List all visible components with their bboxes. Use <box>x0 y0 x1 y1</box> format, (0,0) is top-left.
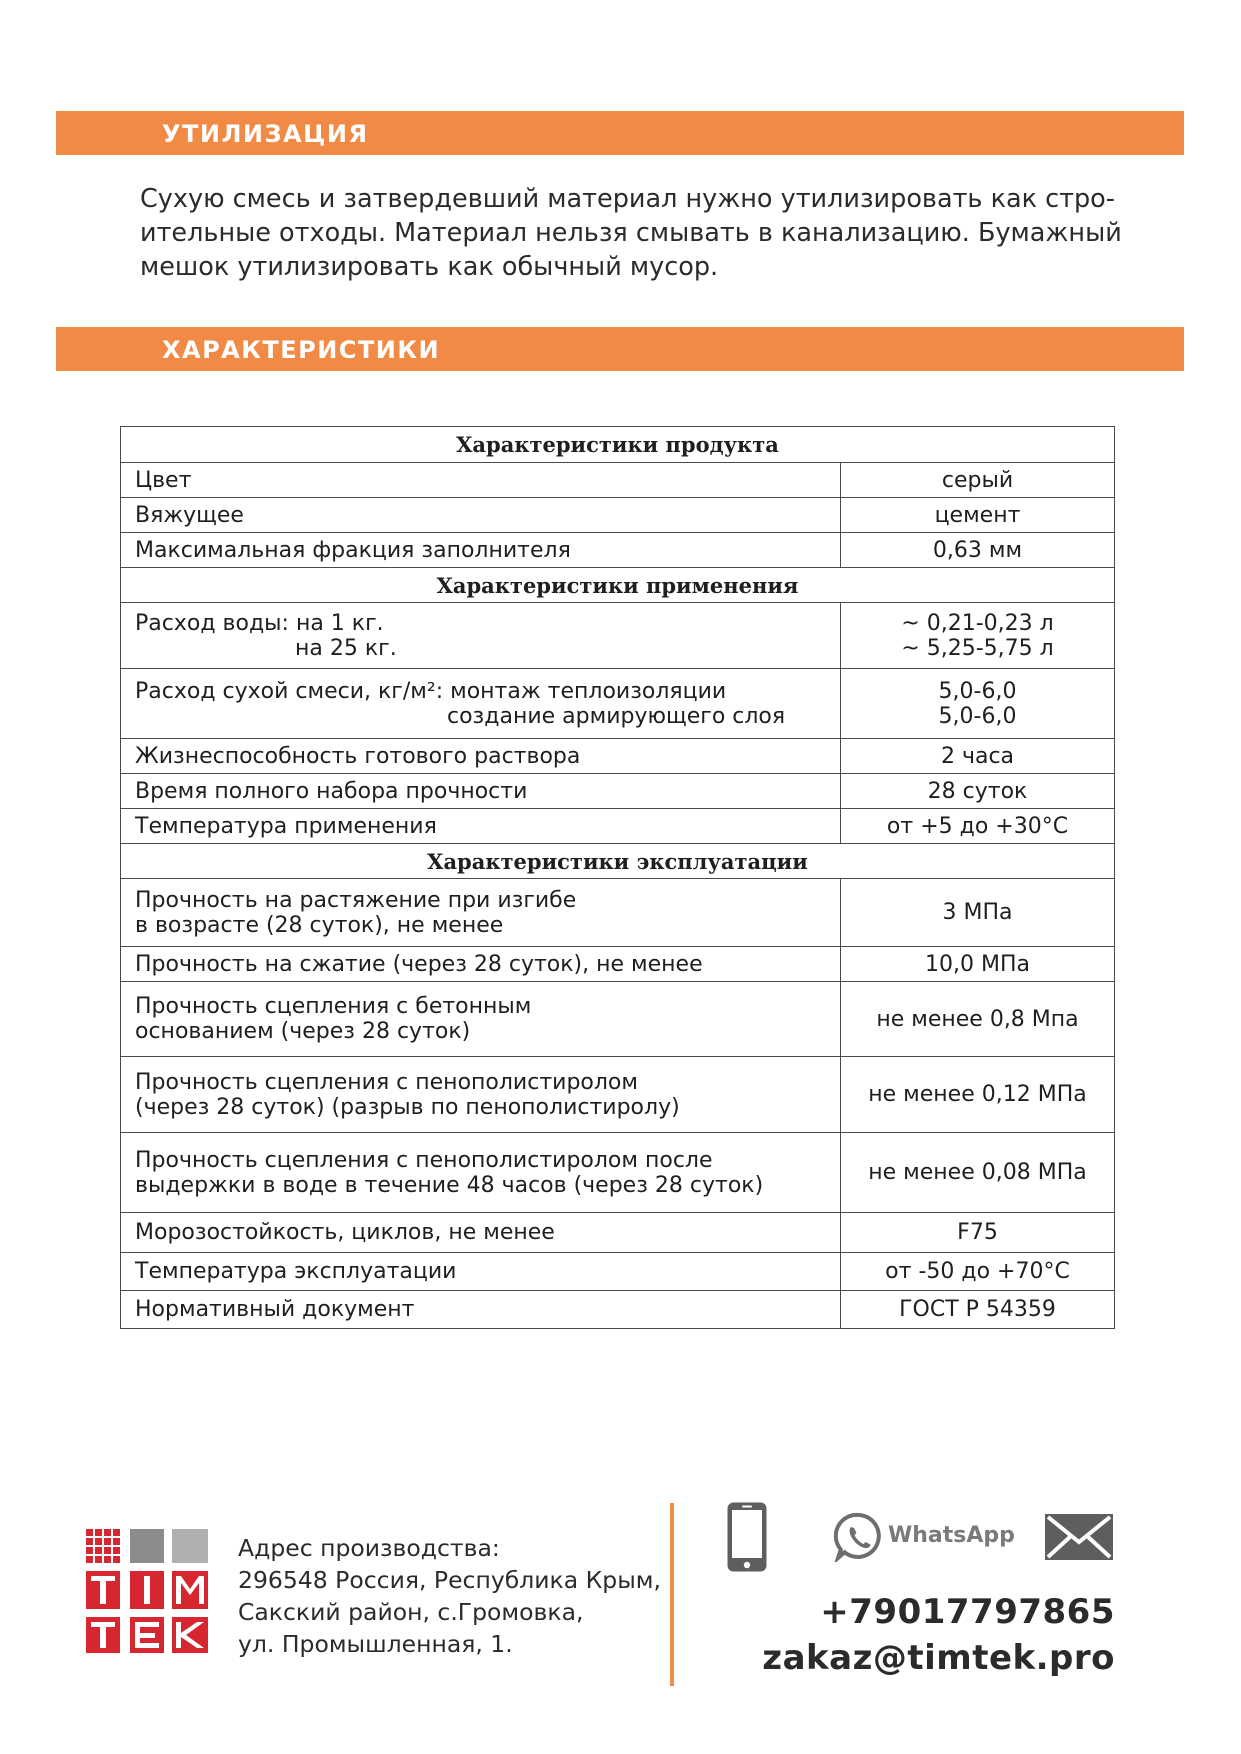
row-value: 2 часа <box>841 739 1115 774</box>
footer-divider <box>670 1503 674 1686</box>
eps-water-label-2: выдержки в воде в течение 48 часов (через 28 суток) <box>135 1172 764 1198</box>
section-header-application: Характеристики применения <box>121 568 1115 603</box>
row-label: Максимальная фракция заполнителя <box>121 533 841 568</box>
row-value: не менее 0,8 Мпа <box>841 982 1115 1057</box>
table-row <box>121 533 1115 568</box>
flex-label-1: Прочность на растяжение при изгибе <box>135 887 577 913</box>
disposal-paragraph <box>140 182 1130 284</box>
row-value: 3 МПа <box>841 879 1115 947</box>
table-row <box>121 809 1115 844</box>
row-value: F75 <box>841 1213 1115 1253</box>
disposal-line: мешок утилизировать как обычный мусор. <box>140 252 719 282</box>
row-label: Время полного набора прочности <box>121 774 841 809</box>
table-row <box>121 1133 1115 1213</box>
row-label: Вяжущее <box>121 498 841 533</box>
table-row <box>121 1057 1115 1133</box>
row-value: не менее 0,08 МПа <box>841 1133 1115 1213</box>
row-label <box>121 603 841 669</box>
row-label: Нормативный документ <box>121 1291 841 1329</box>
row-label <box>121 879 841 947</box>
concrete-label-2: основанием (через 28 суток) <box>135 1019 471 1044</box>
section-bar-disposal <box>56 111 1184 155</box>
address-line: ул. Промышленная, 1. <box>238 1630 513 1658</box>
row-label: Цвет <box>121 463 841 498</box>
table-row <box>121 947 1115 982</box>
table-row <box>121 982 1115 1057</box>
row-value: серый <box>841 463 1115 498</box>
row-label: Температура эксплуатации <box>121 1253 841 1291</box>
water-value-2: ~ 5,25-5,75 л <box>901 635 1054 661</box>
row-value: ГОСТ Р 54359 <box>841 1291 1115 1329</box>
row-label: Прочность на сжатие (через 28 суток), не менее <box>121 947 841 982</box>
row-value <box>841 603 1115 669</box>
row-label <box>121 982 841 1057</box>
table-section-header <box>121 844 1115 879</box>
table-section-header <box>121 568 1115 603</box>
mail-icon[interactable] <box>1045 1514 1113 1560</box>
address-line: Адрес производства: <box>238 1534 500 1562</box>
specs-table <box>120 426 1115 1329</box>
row-value: 10,0 МПа <box>841 947 1115 982</box>
row-label <box>121 1133 841 1213</box>
drymix-value-2: 5,0-6,0 <box>938 703 1017 729</box>
address-line: 296548 Россия, Республика Крым, <box>238 1566 661 1594</box>
section-title-specs: ХАРАКТЕРИСТИКИ <box>162 336 441 364</box>
eps-label-2: (через 28 суток) (разрыв по пенополистиролу) <box>135 1094 680 1120</box>
table-row <box>121 1291 1115 1329</box>
eps-water-label-1: Прочность сцепления с пенополистиролом после <box>135 1147 713 1173</box>
disposal-line: ительные отходы. Материал нельзя смывать в канализацию. Бумажный <box>140 218 1122 248</box>
row-value: не менее 0,12 МПа <box>841 1057 1115 1133</box>
table-row <box>121 603 1115 669</box>
row-value: 28 суток <box>841 774 1115 809</box>
row-label: Морозостойкость, циклов, не менее <box>121 1213 841 1253</box>
table-row <box>121 669 1115 739</box>
section-header-product: Характеристики продукта <box>121 427 1115 463</box>
whatsapp-icon <box>834 1512 884 1562</box>
contact-email[interactable]: zakaz@timtek.pro <box>762 1638 1115 1678</box>
row-value <box>841 669 1115 739</box>
section-header-operation: Характеристики эксплуатации <box>121 844 1115 879</box>
drymix-label-2: создание армирующего слоя <box>447 703 786 729</box>
production-address <box>238 1532 661 1660</box>
address-line: Сакский район, с.Громовка, <box>238 1598 584 1626</box>
concrete-label-1: Прочность сцепления с бетонным <box>135 994 532 1019</box>
table-row <box>121 463 1115 498</box>
water-value-1: ~ 0,21-0,23 л <box>901 610 1054 636</box>
row-value: 0,63 мм <box>841 533 1115 568</box>
row-value: от +5 до +30°С <box>841 809 1115 844</box>
row-label: Температура применения <box>121 809 841 844</box>
whatsapp-label: WhatsApp <box>888 1523 1015 1548</box>
timtek-logo <box>86 1529 208 1653</box>
drymix-label-1: Расход сухой смеси, кг/м²: монтаж теплоизоляции <box>135 678 727 704</box>
table-row <box>121 879 1115 947</box>
row-label: Жизнеспособность готового раствора <box>121 739 841 774</box>
disposal-line: Сухую смесь и затвердевший материал нужно утилизировать как стро- <box>140 184 1115 214</box>
table-row <box>121 1253 1115 1291</box>
table-row <box>121 1213 1115 1253</box>
water-label-2: на 25 кг. <box>295 635 397 661</box>
table-section-header <box>121 427 1115 463</box>
row-label <box>121 1057 841 1133</box>
section-title-disposal: УТИЛИЗАЦИЯ <box>162 120 369 148</box>
contact-phone[interactable]: +79017797865 <box>820 1592 1115 1632</box>
row-value: от -50 до +70°С <box>841 1253 1115 1291</box>
eps-label-1: Прочность сцепления с пенополистиролом <box>135 1069 638 1095</box>
table-row <box>121 774 1115 809</box>
flex-label-2: в возрасте (28 суток), не менее <box>135 912 504 938</box>
row-label <box>121 669 841 739</box>
section-bar-specs <box>56 327 1184 371</box>
table-row <box>121 498 1115 533</box>
phone-icon <box>726 1501 768 1573</box>
table-row <box>121 739 1115 774</box>
drymix-value-1: 5,0-6,0 <box>938 678 1017 704</box>
row-value: цемент <box>841 498 1115 533</box>
water-label-1: Расход воды: на 1 кг. <box>135 610 384 636</box>
